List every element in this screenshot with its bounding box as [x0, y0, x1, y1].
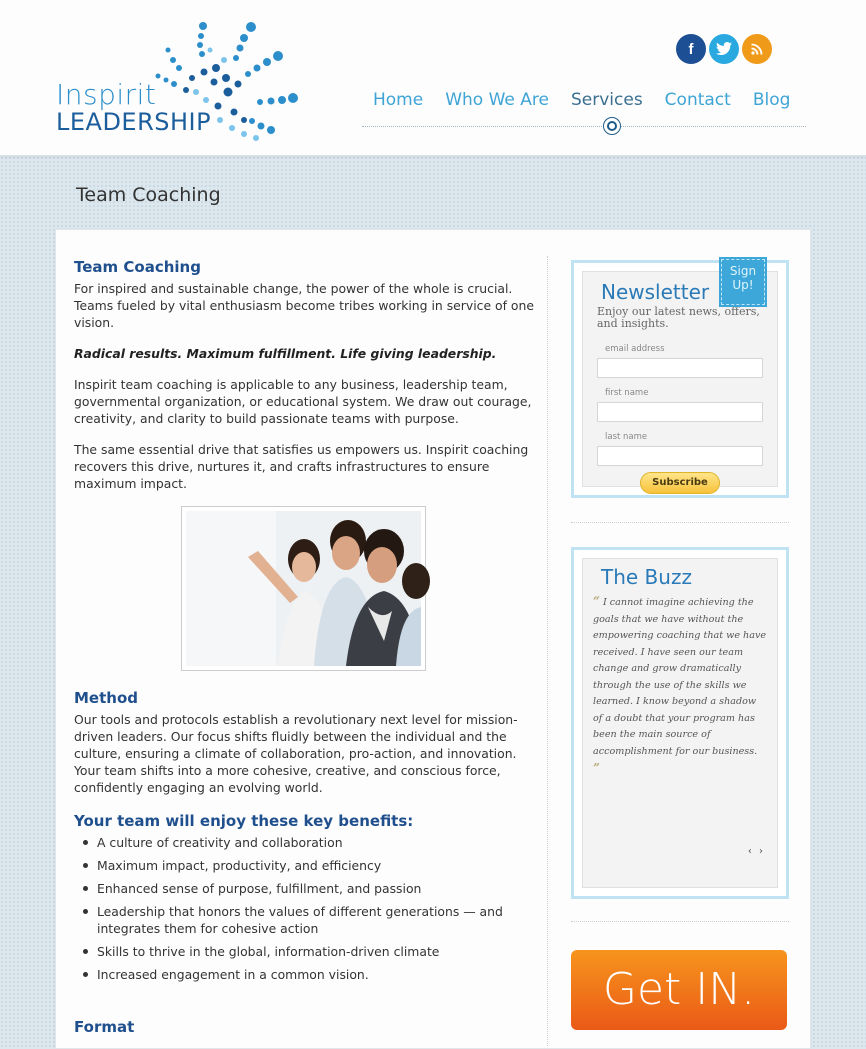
section-heading-format: Format: [74, 1018, 135, 1036]
column-divider: [547, 256, 548, 1046]
twitter-icon[interactable]: [709, 34, 739, 64]
team-people-illustration: [186, 511, 421, 666]
last-name-field[interactable]: [597, 446, 763, 466]
buzz-title: The Buzz: [601, 565, 692, 589]
sidebar-divider: [571, 921, 789, 922]
get-in-banner[interactable]: Get IN.: [571, 950, 787, 1030]
list-item: Leadership that honors the values of different generations — and integrates them for cohesive action: [74, 903, 534, 937]
list-item: Skills to thrive in the global, information-driven climate: [74, 943, 534, 960]
nav-contact[interactable]: Contact: [664, 90, 731, 110]
section-heading-team-coaching: Team Coaching: [74, 258, 201, 276]
method-paragraph: Our tools and protocols establish a revolutionary next level for mission-driven leaders. Our focus shifts fluidly between the individual and the culture, ensuring a climate of collaboration, pro-action, and innovation. Your team shifts into a more cohesive, creative, and conscious force, confidently engaging an evolving world.: [74, 712, 518, 795]
main-nav: [362, 90, 806, 130]
list-item: Increased engagement in a common vision.: [74, 966, 534, 983]
site-header: [0, 0, 866, 156]
buzz-testimonial: [582, 558, 778, 888]
newsletter-subtitle: Enjoy our latest news, offers, and insights.: [597, 305, 760, 330]
newsletter-form: [582, 264, 778, 488]
sidebar-divider: [571, 522, 789, 523]
logo-word-leadership: LEADERSHIP: [56, 108, 212, 136]
last-name-label: last name: [605, 432, 648, 442]
paragraph-applicability: Inspirit team coaching is applicable to any business, leadership team, governmental organization, or educational system. We draw out courage, creativity, and clarity to build passionate teams with purpose.: [74, 377, 532, 426]
nav-active-marker-icon: [604, 118, 620, 134]
testimonial-text: I cannot imagine achieving the goals that we have without the empowering coaching that we have received. I have seen our team change and grow dramatically through the use of the skills we learned. I know beyond a shadow of a doubt that your program has been the main source of accomplishment for our business.: [593, 597, 767, 757]
sidebar: [571, 260, 789, 1030]
content-card: [55, 229, 811, 1049]
close-quote-icon: ”: [593, 761, 600, 775]
signup-ribbon: [721, 259, 765, 305]
first-name-label: first name: [605, 388, 649, 398]
rss-icon[interactable]: [742, 34, 772, 64]
site-logo[interactable]: [56, 20, 306, 145]
team-photo-image: [186, 511, 421, 666]
intro-paragraph: For inspired and sustainable change, the power of the whole is crucial. Teams fueled by vital enthusiasm become tribes working in service of one vision.: [74, 281, 534, 330]
nav-blog[interactable]: Blog: [752, 90, 791, 110]
twitter-bird-icon: [716, 42, 732, 56]
email-field[interactable]: [597, 358, 763, 378]
nav-who-we-are[interactable]: Who We Are: [445, 90, 549, 110]
email-label: email address: [605, 344, 665, 354]
nav-services[interactable]: Services: [570, 90, 643, 110]
social-links: [676, 34, 772, 64]
tagline: Radical results. Maximum fulfillment. Life giving leadership.: [74, 346, 497, 361]
section-heading-benefits: Your team will enjoy these key benefits:: [74, 812, 414, 830]
nav-home[interactable]: Home: [373, 90, 424, 110]
list-item: Maximum impact, productivity, and efficiency: [74, 857, 534, 874]
signup-ribbon-line2: Up!: [732, 278, 754, 292]
open-quote-icon: “: [593, 594, 600, 608]
main-content: [74, 258, 534, 989]
newsletter-widget: [571, 260, 789, 498]
buzz-widget: [571, 547, 789, 899]
signup-ribbon-line1: Sign: [729, 264, 757, 278]
list-item: A culture of creativity and collaboration: [74, 834, 534, 851]
benefits-list: [74, 834, 534, 983]
paragraph-drive: The same essential drive that satisfies us empowers us. Inspirit coaching recovers this drive, nurtures it, and crafts infrastructures to ensure maximum impact.: [74, 442, 529, 491]
testimonial-nav-arrows-icon[interactable]: ‹ ›: [747, 846, 765, 857]
facebook-icon[interactable]: f: [676, 34, 706, 64]
section-heading-method: Method: [74, 689, 138, 707]
subscribe-button[interactable]: Subscribe: [640, 472, 720, 494]
first-name-field[interactable]: [597, 402, 763, 422]
rss-feed-icon: [751, 43, 763, 55]
team-photo: [181, 506, 426, 671]
page-title: Team Coaching: [76, 184, 221, 206]
newsletter-title: Newsletter: [601, 280, 710, 304]
list-item: Enhanced sense of purpose, fulfillment, and passion: [74, 880, 534, 897]
logo-word-inspirit: Inspirit: [56, 78, 157, 111]
testimonial-quote: [593, 593, 767, 779]
nav-divider: [362, 126, 806, 127]
